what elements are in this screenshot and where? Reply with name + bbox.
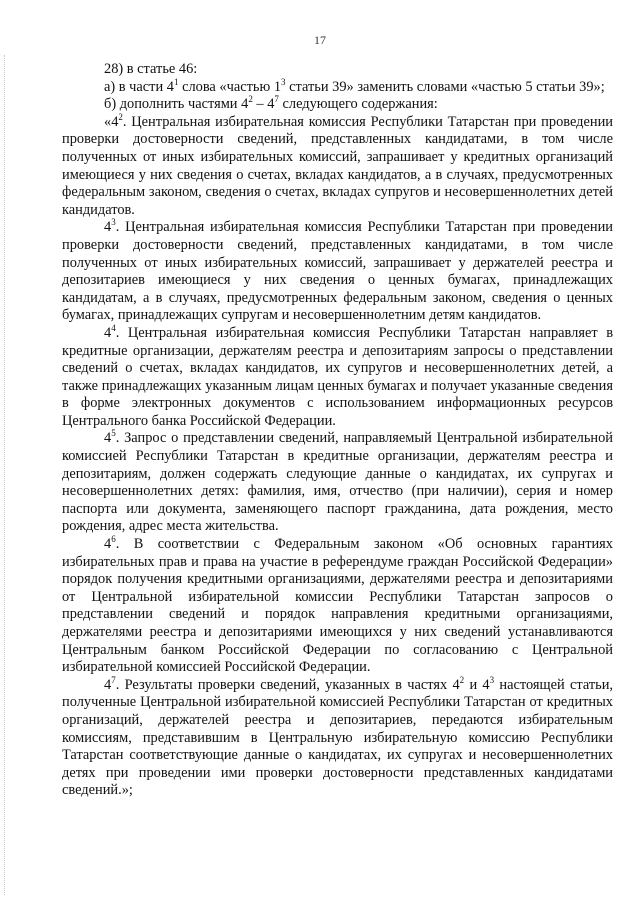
- item-b: [62, 96, 613, 114]
- paragraph-4-7-number: 4: [104, 676, 112, 693]
- paragraph-4-7-text-2: и 4: [464, 676, 490, 693]
- paragraph-4-3-number: 4: [104, 219, 112, 236]
- paragraph-4-7-sup-3: 3: [489, 674, 495, 685]
- paragraph-4-4-sup: 4: [111, 323, 116, 334]
- paragraph-4-7-text-1: . Результаты проверки сведений, указанных в частях 4: [115, 676, 460, 693]
- paragraph-4-7-text-3: настоящей статьи, полученные Центральной избирательной комиссией Республики Татарстан от кредитных организаций, держателей реестра и депозитариев, передаются избирательным комиссиям, представившим в Центральную избирательную комиссию Республики Татарстан соответствующие данные о кандидатах, их супругах и несовершеннолетних детях при проведении ими проверки достоверности представленных кандидатами сведений.»;: [62, 676, 613, 799]
- scan-margin-dots: [4, 55, 5, 895]
- paragraph-4-5-number: 4: [104, 430, 112, 447]
- paragraph-4-7-sup: 7: [111, 674, 116, 685]
- item-b-text-3: следующего содержания:: [278, 96, 438, 113]
- page-number: 17: [314, 33, 326, 47]
- item-a-sup-2: 3: [281, 76, 286, 87]
- paragraph-4-4-number: 4: [104, 324, 112, 341]
- item-a: [62, 76, 613, 97]
- item-a-text-2: слова «частью 1: [178, 78, 282, 95]
- paragraph-4-4: [62, 325, 613, 431]
- paragraph-4-6-text: . В соответствии с Федеральным законом «Об основных гарантиях избирательных прав и права на участие в референдуме граждан Российской Федерации» порядок получения кредитными организациями, держателями реестра и депозитариями от Центральной избирательной комиссии Республики Татарстан запросов о представлении сведений и порядок направления кредитными организациями, держателями реестра и депозитариями имеющихся у них сведений устанавливаются Центральным банком Российской Федерации по согласованию с Центральной избирательной комиссией Российской Федерации.: [62, 536, 613, 676]
- paragraph-4-6: [62, 536, 613, 677]
- paragraph-4-3-text: . Центральная избирательная комиссия Республики Татарстан при проведении проверки достоверности сведений, представленных кандидатами, в том числе полученных от иных избирательных комиссий, запрашивает у держателей реестра и депозитариев имеющиеся у них сведения о ценных бумагах, принадлежащих кандидатам, а в случаях, предусмотренных федеральным законом, сведения о ценных бумагах, принадлежащих супругам и несовершеннолетним детям кандидатов.: [62, 219, 613, 324]
- paragraph-4-7-sup-2: 2: [459, 674, 465, 685]
- paragraph-4-3: [62, 219, 613, 325]
- document-body: [62, 61, 613, 800]
- paragraph-4-6-number: 4: [104, 536, 112, 553]
- item-b-text-2: – 4: [252, 96, 275, 113]
- paragraph-4-5-text: . Запрос о представлении сведений, направляемый Центральной избирательной комиссией Республики Татарстан в кредитные организации, держателям реестра и депозитариям, должен содержать следующие данные о кандидатах, их супругах и несовершеннолетних детях: фамилия, имя, отчество (при наличии), серия и номер паспорта или документа, заменяющего паспорт гражданина, дата рождения, место рождения, адрес места жительства.: [62, 430, 613, 535]
- section-heading: 28) в статье 46:: [104, 61, 198, 77]
- item-a-text-3: статьи 39» заменить словами «частью 5 статьи 39»;: [285, 78, 605, 95]
- item-b-sup-1: 2: [248, 94, 253, 105]
- paragraph-4-2: [62, 111, 613, 220]
- paragraph-4-5-sup: 5: [111, 428, 116, 439]
- paragraph-4-2-number: «4: [104, 113, 119, 130]
- paragraph-4-6-sup: 6: [111, 534, 116, 545]
- item-b-text-1: б) дополнить частями 4: [104, 96, 249, 113]
- paragraph-4-5: [62, 430, 613, 536]
- item-b-sup-2: 7: [274, 94, 279, 105]
- item-a-sup-1: 1: [173, 76, 179, 87]
- paragraph-4-2-text: . Центральная избирательная комиссия Республики Татарстан при проведении проверки достоверности сведений, представленных кандидатами, в том числе полученных от иных избирательных комиссий, запрашивает у кредитных организаций имеющиеся у них сведения о счетах, вкладах кандидатов, а в случаях, предусмотренных федеральным законом, сведения о счетах, вкладах супругов и несовершеннолетних детей кандидатов.: [62, 113, 613, 218]
- paragraph-4-3-sup: 3: [111, 217, 116, 228]
- item-a-text-1: а) в части 4: [104, 78, 174, 95]
- paragraph-4-2-sup: 2: [118, 111, 123, 122]
- paragraph-4-7: [62, 674, 613, 800]
- paragraph-4-4-text: . Центральная избирательная комиссия Республики Татарстан направляет в кредитные организации, держателям реестра и депозитариям запросы о представлении сведений о счетах, вкладах кандидатов, их супругов и несовершеннолетних детей, а также принадлежащих указанным лицам ценных бумагах и получает указанные сведения в форме электронных документов с использованием информационных ресурсов Центрального банка Российской Федерации.: [62, 324, 613, 429]
